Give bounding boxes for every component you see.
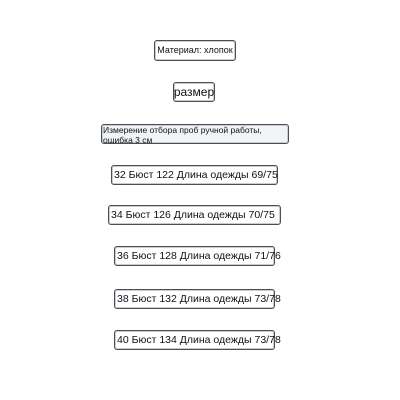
material-label: Материал: хлопок — [154, 40, 236, 61]
size-row-34: 34 Бюст 126 Длина одежды 70/75 — [108, 205, 281, 225]
size-row-38: 38 Бюст 132 Длина одежды 73/78 — [114, 289, 275, 309]
size-row-40: 40 Бюст 134 Длина одежды 73/78 — [114, 330, 275, 350]
measurement-note: Измерение отбора проб ручной работы, ошибка 3 см — [101, 124, 289, 144]
size-row-36: 36 Бюст 128 Длина одежды 71/76 — [114, 246, 275, 266]
size-heading: размер — [173, 82, 215, 102]
size-row-32: 32 Бюст 122 Длина одежды 69/75 — [111, 165, 278, 185]
